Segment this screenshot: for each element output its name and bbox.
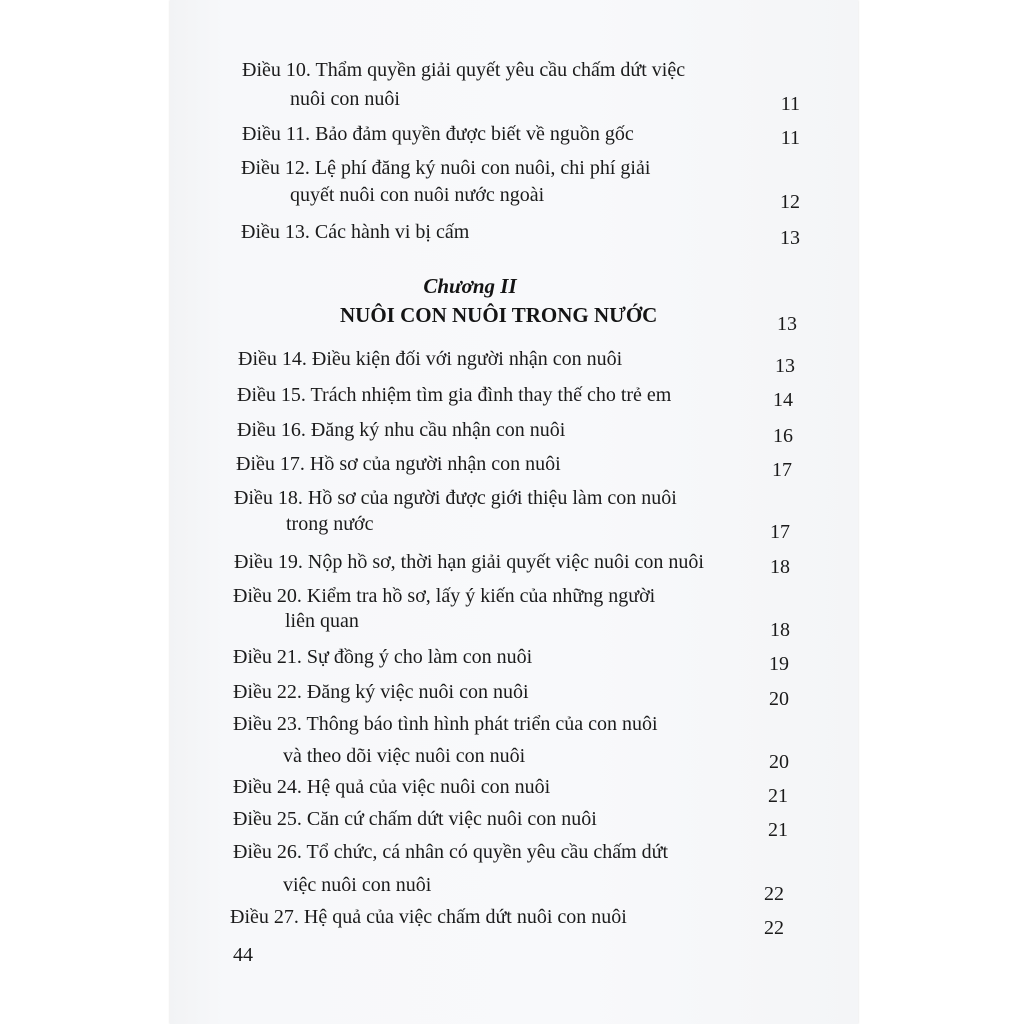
- toc-entry-12-cont: quyết nuôi con nuôi nước ngoài: [290, 184, 545, 206]
- toc-entry-23-cont: và theo dõi việc nuôi con nuôi: [283, 745, 526, 767]
- toc-page-21: 19: [769, 653, 789, 675]
- toc-page-17: 17: [772, 459, 792, 481]
- toc-page-13: 13: [780, 227, 800, 249]
- chapter-title: NUÔI CON NUÔI TRONG NƯỚC: [340, 303, 658, 327]
- toc-page-18: 17: [770, 521, 790, 543]
- toc-page-15: 14: [773, 389, 793, 411]
- toc-entry-17: Điều 17. Hồ sơ của người nhận con nuôi: [236, 453, 561, 475]
- toc-entry-14: Điều 14. Điều kiện đối với người nhận con nuôi: [238, 348, 623, 370]
- toc-entry-10: Điều 10. Thẩm quyền giải quyết yêu cầu chấm dứt việc: [242, 59, 686, 81]
- page-number: 44: [233, 944, 253, 966]
- toc-page-19: 18: [770, 556, 790, 578]
- toc-entry-22: Điều 22. Đăng ký việc nuôi con nuôi: [233, 681, 529, 703]
- toc-page-20: 18: [770, 619, 790, 641]
- toc-entry-10-cont: nuôi con nuôi: [290, 88, 400, 110]
- toc-entry-21: Điều 21. Sự đồng ý cho làm con nuôi: [233, 646, 533, 668]
- chapter-number: Chương II: [423, 274, 517, 298]
- toc-entry-12: Điều 12. Lệ phí đăng ký nuôi con nuôi, chi phí giải: [241, 157, 651, 179]
- toc-entry-19: Điều 19. Nộp hồ sơ, thời hạn giải quyết việc nuôi con nuôi: [234, 551, 704, 573]
- toc-page-10: 11: [780, 93, 800, 115]
- toc-page-11: 11: [780, 127, 800, 149]
- toc-entry-13: Điều 13. Các hành vi bị cấm: [241, 221, 470, 243]
- toc-page-24: 21: [768, 785, 788, 807]
- toc-entry-26-cont: việc nuôi con nuôi: [283, 874, 432, 896]
- toc-entry-18: Điều 18. Hồ sơ của người được giới thiệu làm con nuôi: [234, 487, 677, 509]
- toc-page-22: 20: [769, 688, 789, 710]
- chapter-page: 13: [777, 313, 797, 335]
- toc-entry-20-cont: liên quan: [285, 610, 359, 632]
- toc-entry-24: Điều 24. Hệ quả của việc nuôi con nuôi: [233, 776, 551, 798]
- toc-page-16: 16: [773, 425, 793, 447]
- toc-page-27: 22: [764, 917, 784, 939]
- toc-entry-18-cont: trong nước: [286, 513, 374, 535]
- toc-entry-11: Điều 11. Bảo đảm quyền được biết về nguồn gốc: [242, 123, 634, 145]
- toc-entry-15: Điều 15. Trách nhiệm tìm gia đình thay thế cho trẻ em: [237, 384, 672, 406]
- toc-entry-25: Điều 25. Căn cứ chấm dứt việc nuôi con nuôi: [233, 808, 597, 830]
- toc-entry-23: Điều 23. Thông báo tình hình phát triển của con nuôi: [233, 713, 658, 735]
- toc-entry-20: Điều 20. Kiểm tra hồ sơ, lấy ý kiến của những người: [233, 585, 656, 607]
- toc-page-14: 13: [775, 355, 795, 377]
- toc-entry-16: Điều 16. Đăng ký nhu cầu nhận con nuôi: [237, 419, 566, 441]
- toc-page-25: 21: [768, 819, 788, 841]
- toc-page-26: 22: [764, 883, 784, 905]
- book-page: [170, 0, 858, 1024]
- toc-entry-27: Điều 27. Hệ quả của việc chấm dứt nuôi con nuôi: [230, 906, 627, 928]
- toc-entry-26: Điều 26. Tổ chức, cá nhân có quyền yêu cầu chấm dứt: [233, 841, 669, 863]
- toc-page-12: 12: [780, 191, 800, 213]
- toc-page-23: 20: [769, 751, 789, 773]
